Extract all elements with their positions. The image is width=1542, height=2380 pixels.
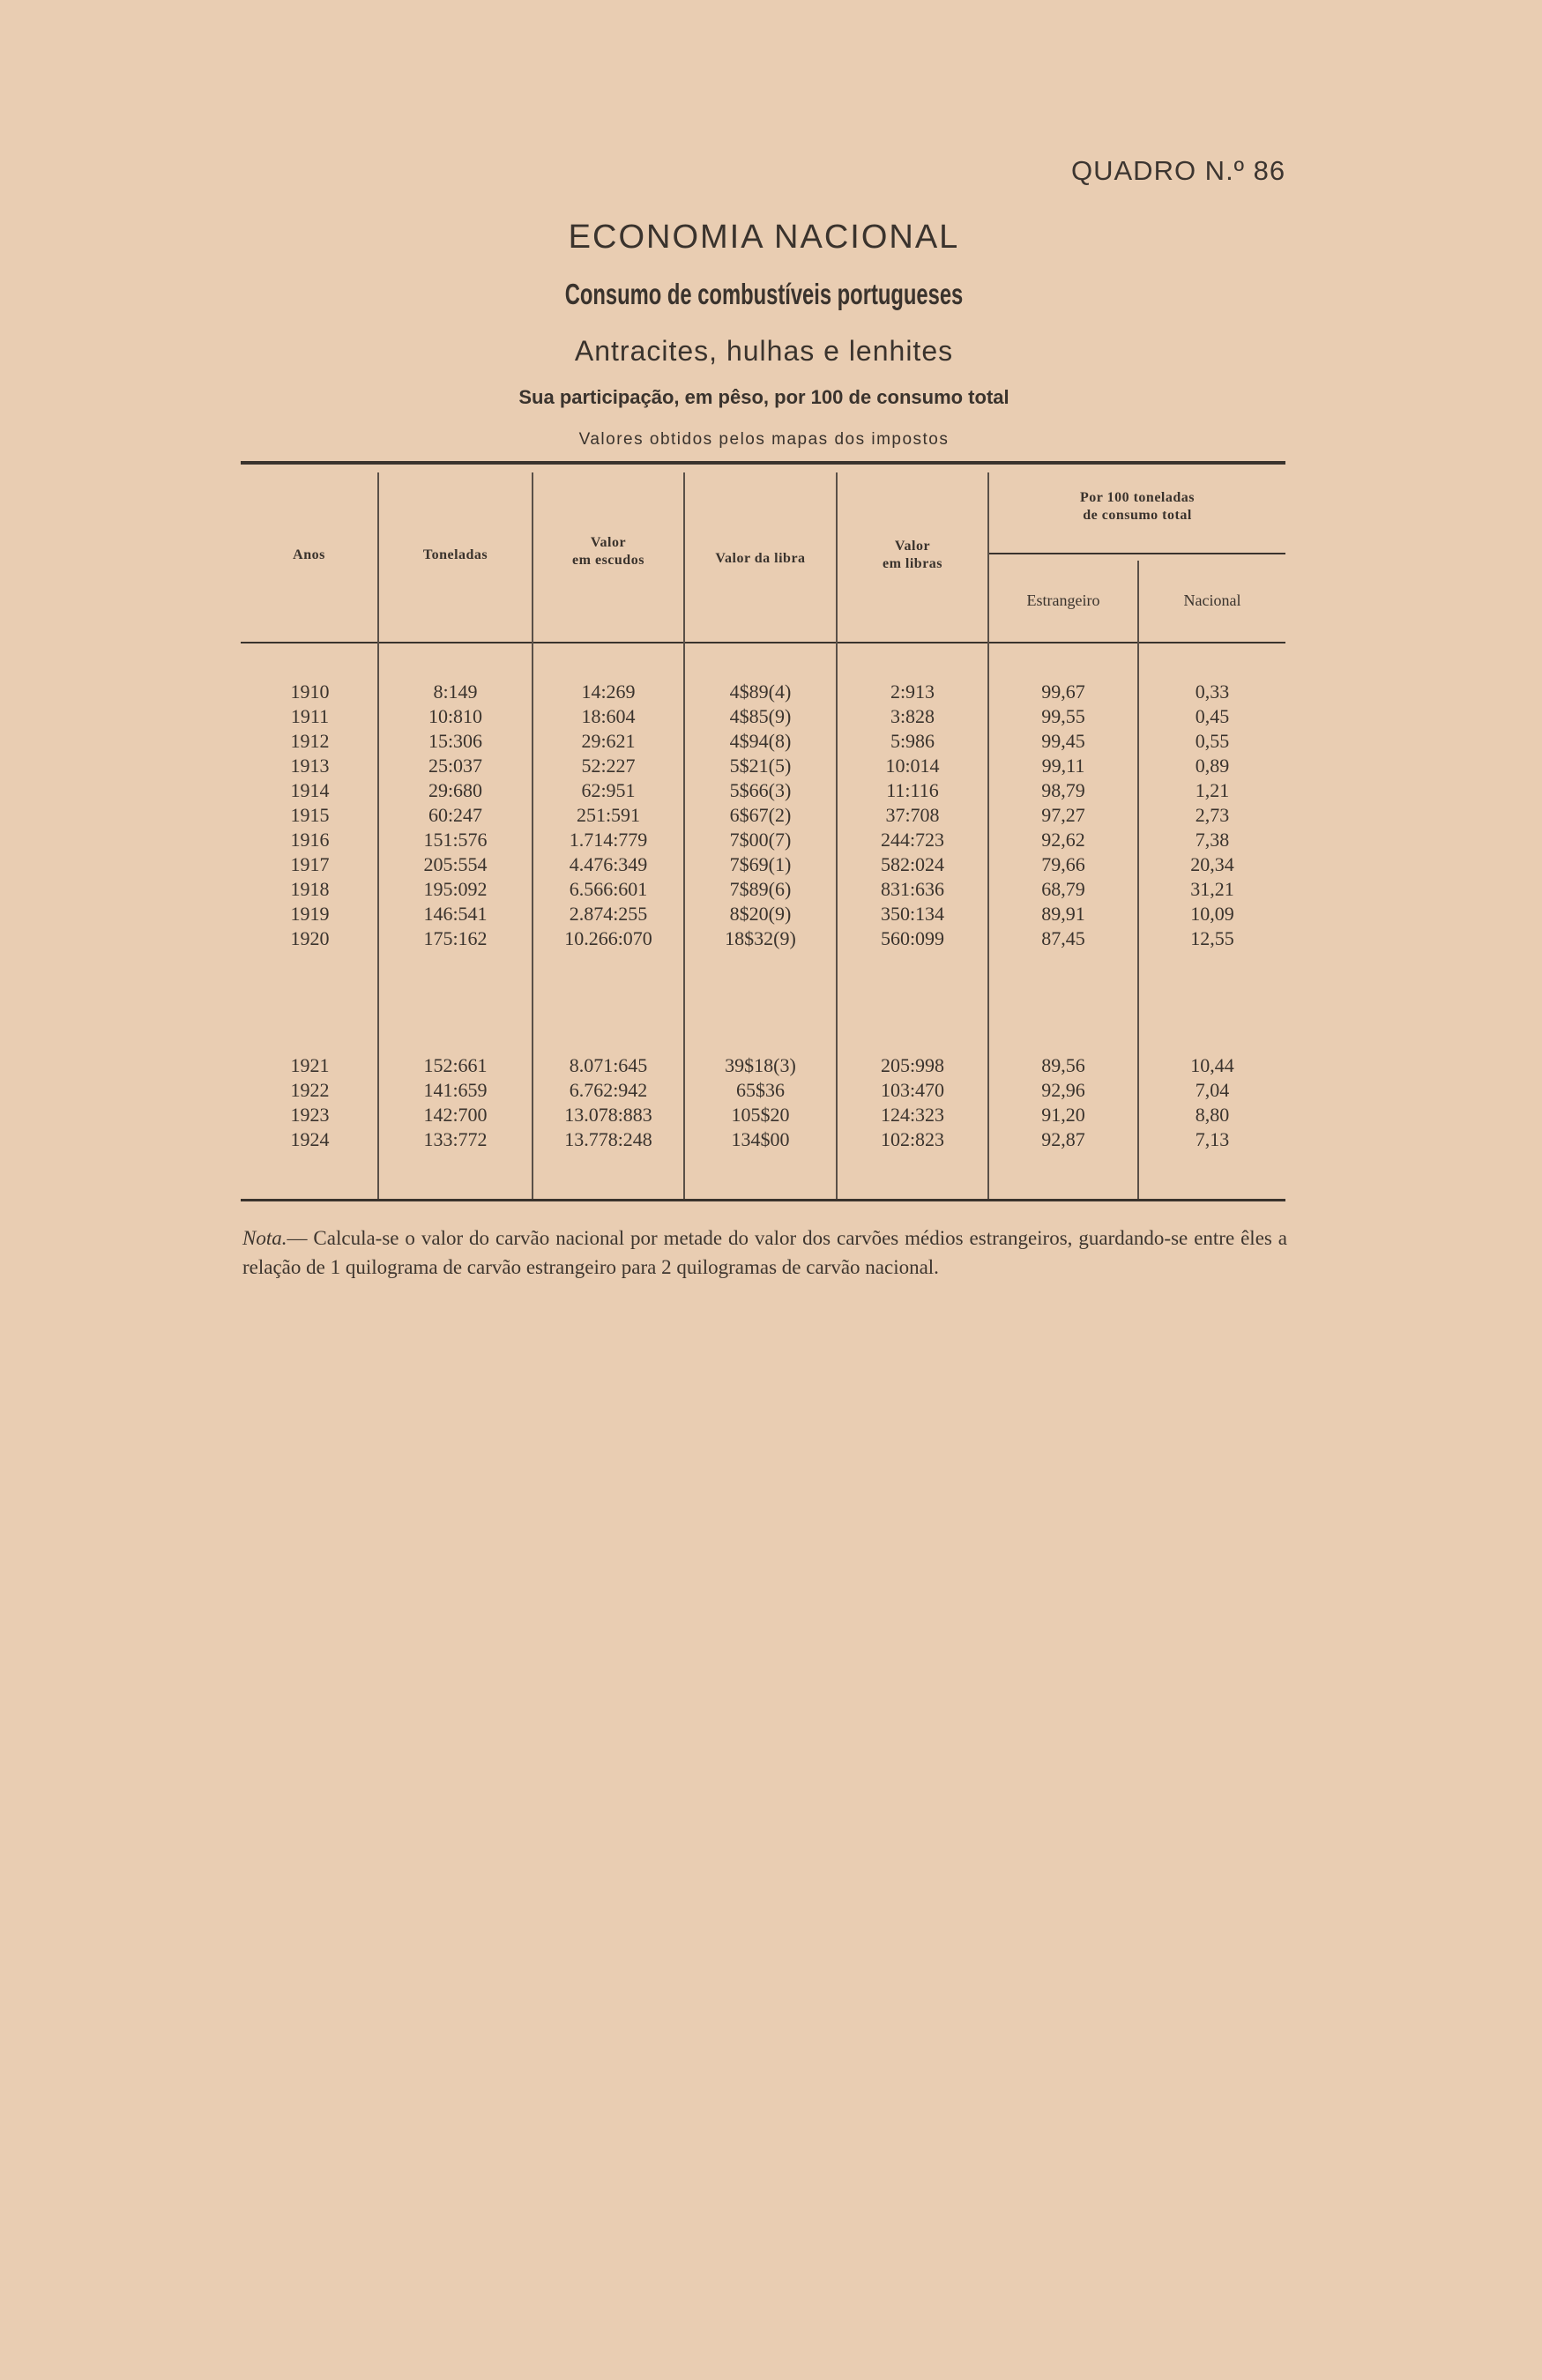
cell-libras: 205:998 <box>880 1054 945 1076</box>
page-subtitle: Consumo de combustíveis portugueses <box>564 278 964 310</box>
cell-libras: 103:470 <box>880 1079 945 1101</box>
cell-libras: 3:828 <box>890 705 935 727</box>
page-title: ECONOMIA NACIONAL <box>568 219 960 256</box>
cell-estr: 89,56 <box>1041 1054 1085 1076</box>
cell-estr: 97,27 <box>1041 804 1085 826</box>
cell-libras: 2:913 <box>890 681 935 703</box>
cell-escudos: 13.778:248 <box>564 1128 652 1150</box>
cell-toneladas: 29:680 <box>428 779 483 801</box>
header-bottom-rule <box>241 642 1285 643</box>
cell-nac: 10,44 <box>1190 1054 1234 1076</box>
cell-toneladas: 152:661 <box>423 1054 488 1076</box>
source-caption: Valores obtidos pelos mapas dos impostos <box>578 430 950 449</box>
cell-toneladas: 60:247 <box>428 804 483 826</box>
cell-toneladas: 195:092 <box>423 878 488 900</box>
cell-estr: 99,45 <box>1041 730 1085 752</box>
col-header-por100-line1: Por 100 toneladas <box>1080 490 1195 505</box>
cell-escudos: 62:951 <box>581 779 636 801</box>
cell-ano: 1923 <box>290 1104 330 1126</box>
cell-ano: 1920 <box>290 927 330 949</box>
fuel-types: Antracites, hulhas e lenhites <box>574 335 954 367</box>
cell-libras: 102:823 <box>880 1128 945 1150</box>
cell-ano: 1912 <box>290 730 330 752</box>
cell-escudos: 29:621 <box>581 730 636 752</box>
col-header-anos: Anos <box>293 547 325 562</box>
col-header-nacional: Nacional <box>1183 591 1241 609</box>
cell-libras: 37:708 <box>885 804 940 826</box>
cell-libra: 7$69(1) <box>729 853 792 875</box>
cell-nac: 8,80 <box>1195 1104 1230 1126</box>
cell-escudos: 4.476:349 <box>569 853 648 875</box>
cell-ano: 1915 <box>290 804 330 826</box>
quadro-number: QUADRO N.º 86 <box>1071 155 1286 186</box>
cell-ano: 1913 <box>290 755 330 777</box>
cell-toneladas: 133:772 <box>423 1128 488 1150</box>
cell-ano: 1916 <box>290 829 330 851</box>
cell-nac: 0,55 <box>1195 730 1230 752</box>
cell-estr: 98,79 <box>1041 779 1085 801</box>
cell-nac: 10,09 <box>1190 903 1234 925</box>
cell-libra: 7$89(6) <box>729 878 792 900</box>
cell-libras: 5:986 <box>890 730 935 752</box>
cell-libra: 6$67(2) <box>729 804 792 826</box>
cell-ano: 1917 <box>290 853 330 875</box>
cell-ano: 1911 <box>290 705 330 727</box>
cell-escudos: 6.762:942 <box>569 1079 648 1101</box>
col-header-valor-libras-line1: Valor <box>894 539 931 554</box>
cell-estr: 99,67 <box>1041 681 1085 703</box>
cell-libras: 11:116 <box>886 779 939 801</box>
cell-toneladas: 142:700 <box>423 1104 488 1126</box>
cell-escudos: 2.874:255 <box>569 903 648 925</box>
footnote-label: Nota. <box>242 1227 287 1249</box>
cell-libra: 39$18(3) <box>725 1054 796 1076</box>
col-header-valor-escudos-line1: Valor <box>590 535 627 550</box>
cell-toneladas: 146:541 <box>423 903 488 925</box>
cell-libra: 5$21(5) <box>729 755 792 777</box>
cell-ano: 1922 <box>290 1079 330 1101</box>
cell-libras: 582:024 <box>880 853 945 875</box>
cell-ano: 1918 <box>290 878 330 900</box>
col-header-estrangeiro: Estrangeiro <box>1026 591 1100 609</box>
cell-ano: 1924 <box>290 1128 330 1150</box>
table-top-rule <box>241 461 1285 465</box>
cell-libras: 350:134 <box>880 903 945 925</box>
col-header-valor-escudos-line2: em escudos <box>572 553 644 568</box>
cell-escudos: 14:269 <box>581 681 636 703</box>
footnote <box>242 1223 1287 1282</box>
cell-toneladas: 10:810 <box>428 705 483 727</box>
cell-toneladas: 141:659 <box>423 1079 488 1101</box>
cell-toneladas: 25:037 <box>428 755 483 777</box>
cell-estr: 99,55 <box>1041 705 1085 727</box>
cell-libra: 4$85(9) <box>729 705 792 727</box>
table-bottom-rule <box>241 1199 1285 1201</box>
cell-libra: 5$66(3) <box>729 779 792 801</box>
cell-estr: 92,62 <box>1041 829 1085 851</box>
cell-nac: 7,13 <box>1195 1128 1230 1150</box>
col-header-valor-libras <box>838 538 987 573</box>
cell-libra: 4$89(4) <box>729 681 792 703</box>
cell-escudos: 8.071:645 <box>569 1054 648 1076</box>
cell-estr: 79,66 <box>1041 853 1085 875</box>
cell-toneladas: 15:306 <box>428 730 483 752</box>
cell-nac: 0,89 <box>1195 755 1230 777</box>
cell-libra: 8$20(9) <box>729 903 792 925</box>
cell-escudos: 18:604 <box>581 705 636 727</box>
cell-ano: 1914 <box>290 779 330 801</box>
cell-libras: 244:723 <box>880 829 945 851</box>
cell-estr: 99,11 <box>1041 755 1085 777</box>
cell-estr: 92,96 <box>1041 1079 1085 1101</box>
cell-estr: 87,45 <box>1041 927 1085 949</box>
por100-divider <box>989 553 1285 554</box>
col-header-valor-libras-line2: em libras <box>882 556 943 571</box>
cell-nac: 2,73 <box>1195 804 1230 826</box>
cell-escudos: 251:591 <box>576 804 641 826</box>
cell-nac: 7,04 <box>1195 1079 1230 1101</box>
cell-escudos: 10.266:070 <box>564 927 652 949</box>
footnote-text: — Calcula-se o valor do carvão nacional por metade do valor dos carvões médios estrangeiros, guardando-se entre êles a relação de 1 quilograma de carvão estrangeiro para 2 quilogramas de carvão nacional. <box>242 1227 1287 1278</box>
cell-estr: 89,91 <box>1041 903 1085 925</box>
cell-toneladas: 151:576 <box>423 829 488 851</box>
cell-libra: 134$00 <box>731 1128 790 1150</box>
cell-escudos: 13.078:883 <box>564 1104 652 1126</box>
cell-nac: 31,21 <box>1190 878 1234 900</box>
cell-libras: 560:099 <box>880 927 945 949</box>
cell-escudos: 1.714:779 <box>569 829 648 851</box>
cell-libra: 4$94(8) <box>729 730 792 752</box>
col-header-por100 <box>989 489 1285 524</box>
cell-toneladas: 175:162 <box>423 927 488 949</box>
cell-libras: 10:014 <box>885 755 940 777</box>
cell-ano: 1921 <box>290 1054 330 1076</box>
cell-nac: 1,21 <box>1195 779 1230 801</box>
cell-ano: 1910 <box>290 681 330 703</box>
cell-libra: 65$36 <box>736 1079 785 1101</box>
col-header-valor-libra: Valor da libra <box>715 551 806 566</box>
col-header-toneladas: Toneladas <box>422 547 488 562</box>
cell-libra: 105$20 <box>731 1104 790 1126</box>
cell-escudos: 52:227 <box>581 755 636 777</box>
cell-estr: 68,79 <box>1041 878 1085 900</box>
participation-caption: Sua participação, em pêso, por 100 de consumo total <box>518 386 1009 408</box>
cell-toneladas: 8:149 <box>433 681 478 703</box>
cell-libra: 7$00(7) <box>729 829 792 851</box>
cell-ano: 1919 <box>290 903 330 925</box>
cell-estr: 91,20 <box>1041 1104 1085 1126</box>
cell-nac: 0,45 <box>1195 705 1230 727</box>
cell-toneladas: 205:554 <box>423 853 488 875</box>
cell-nac: 12,55 <box>1190 927 1234 949</box>
cell-nac: 0,33 <box>1195 681 1230 703</box>
cell-libras: 124:323 <box>880 1104 945 1126</box>
cell-libras: 831:636 <box>880 878 945 900</box>
cell-escudos: 6.566:601 <box>569 878 648 900</box>
col-header-valor-escudos <box>533 534 683 569</box>
cell-estr: 92,87 <box>1041 1128 1085 1150</box>
cell-libra: 18$32(9) <box>725 927 796 949</box>
cell-nac: 7,38 <box>1195 829 1230 851</box>
col-header-por100-line2: de consumo total <box>1083 508 1192 523</box>
cell-nac: 20,34 <box>1190 853 1234 875</box>
